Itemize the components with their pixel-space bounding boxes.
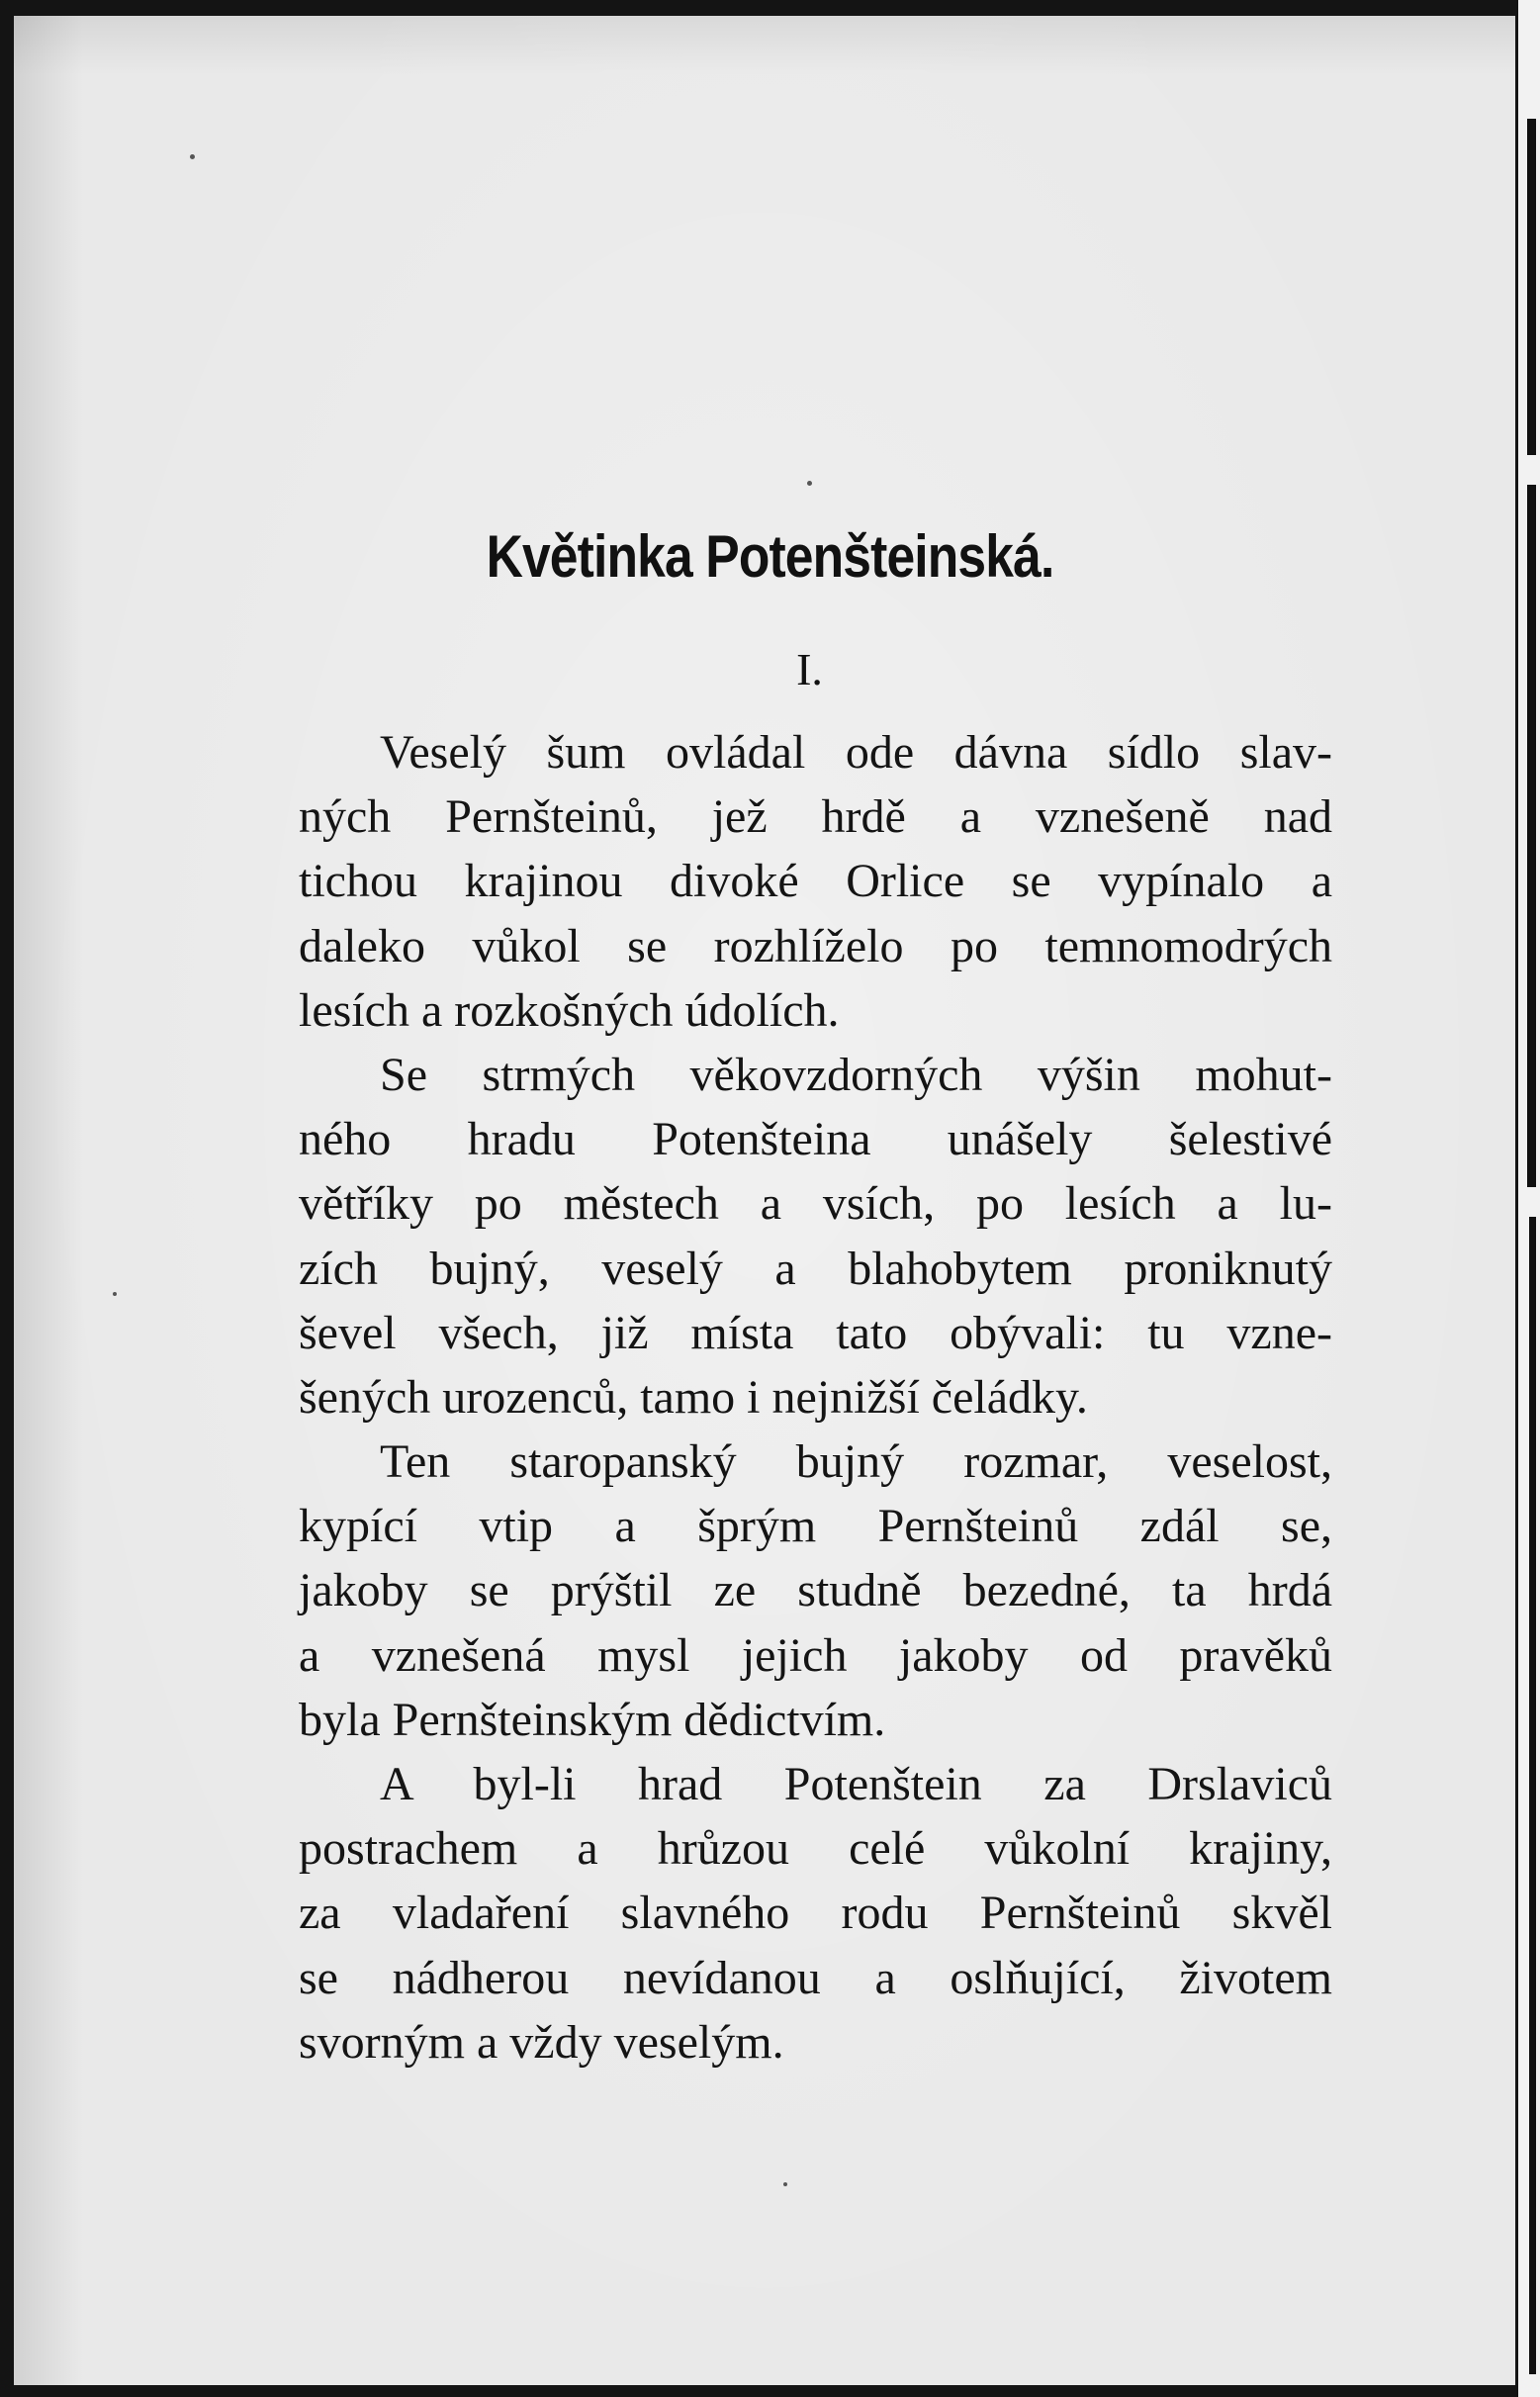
text-line: Ten staropanský bujný rozmar, veselost, bbox=[380, 1435, 1332, 1489]
text-line: větříky po městech a vsích, po lesích a lu- bbox=[299, 1177, 1332, 1231]
dust-speck bbox=[113, 1292, 117, 1296]
text-line: Se strmých věkovzdorných výšin mohut- bbox=[380, 1048, 1332, 1101]
text-line: lesích a rozkošných údolích. bbox=[299, 983, 840, 1037]
text-line: tichou krajinou divoké Orlice se vypínalo a bbox=[299, 855, 1332, 908]
text-line: a vznešená mysl jejich jakoby od pravěků bbox=[299, 1628, 1332, 1682]
text-line: zích bujný, veselý a blahobytem proniknutý bbox=[299, 1242, 1332, 1295]
text-line: postrachem a hrůzou celé vůkolní krajiny, bbox=[299, 1822, 1332, 1876]
text-line: A byl-li hrad Potenštein za Drslaviců bbox=[380, 1758, 1332, 1810]
text-line: šených urozenců, tamo i nejnižší čeládky. bbox=[299, 1370, 1088, 1424]
dust-speck bbox=[190, 154, 195, 159]
page-title: Květinka Potenšteinská. bbox=[486, 523, 1054, 590]
text-line: kypící vtip a šprým Pernšteinů zdál se, bbox=[299, 1500, 1332, 1553]
text-line: jakoby se prýštil ze studně bezedné, ta hrdá bbox=[299, 1564, 1332, 1617]
text-line: ševel všech, již místa tato obývali: tu vzne- bbox=[299, 1306, 1332, 1359]
spine-shadow bbox=[1527, 119, 1536, 455]
text-line: ného hradu Potenšteina unášely šelestivé bbox=[299, 1113, 1332, 1166]
text-line: byla Pernšteinským dědictvím. bbox=[299, 1693, 886, 1746]
dust-speck bbox=[807, 481, 812, 486]
text-line: se nádherou nevídanou a oslňující, životem bbox=[299, 1951, 1332, 2004]
dust-speck bbox=[783, 2182, 787, 2186]
spine-shadow bbox=[1529, 1217, 1536, 2374]
section-number: I. bbox=[796, 644, 823, 694]
spine-shadow bbox=[1527, 485, 1536, 1187]
text-line: ných Pernšteinů, jež hrdě a vznešeně nad bbox=[299, 790, 1332, 844]
text-line: svorným a vždy veselým. bbox=[299, 2015, 784, 2069]
text-line: za vladaření slavného rodu Pernšteinů skvěl bbox=[299, 1887, 1332, 1940]
text-line: Veselý šum ovládal ode dávna sídlo slav- bbox=[380, 726, 1332, 779]
body-text bbox=[299, 720, 1332, 2074]
text-line: daleko vůkol se rozhlíželo po temnomodrých bbox=[299, 919, 1332, 972]
book-spine-edge bbox=[1518, 0, 1540, 2397]
